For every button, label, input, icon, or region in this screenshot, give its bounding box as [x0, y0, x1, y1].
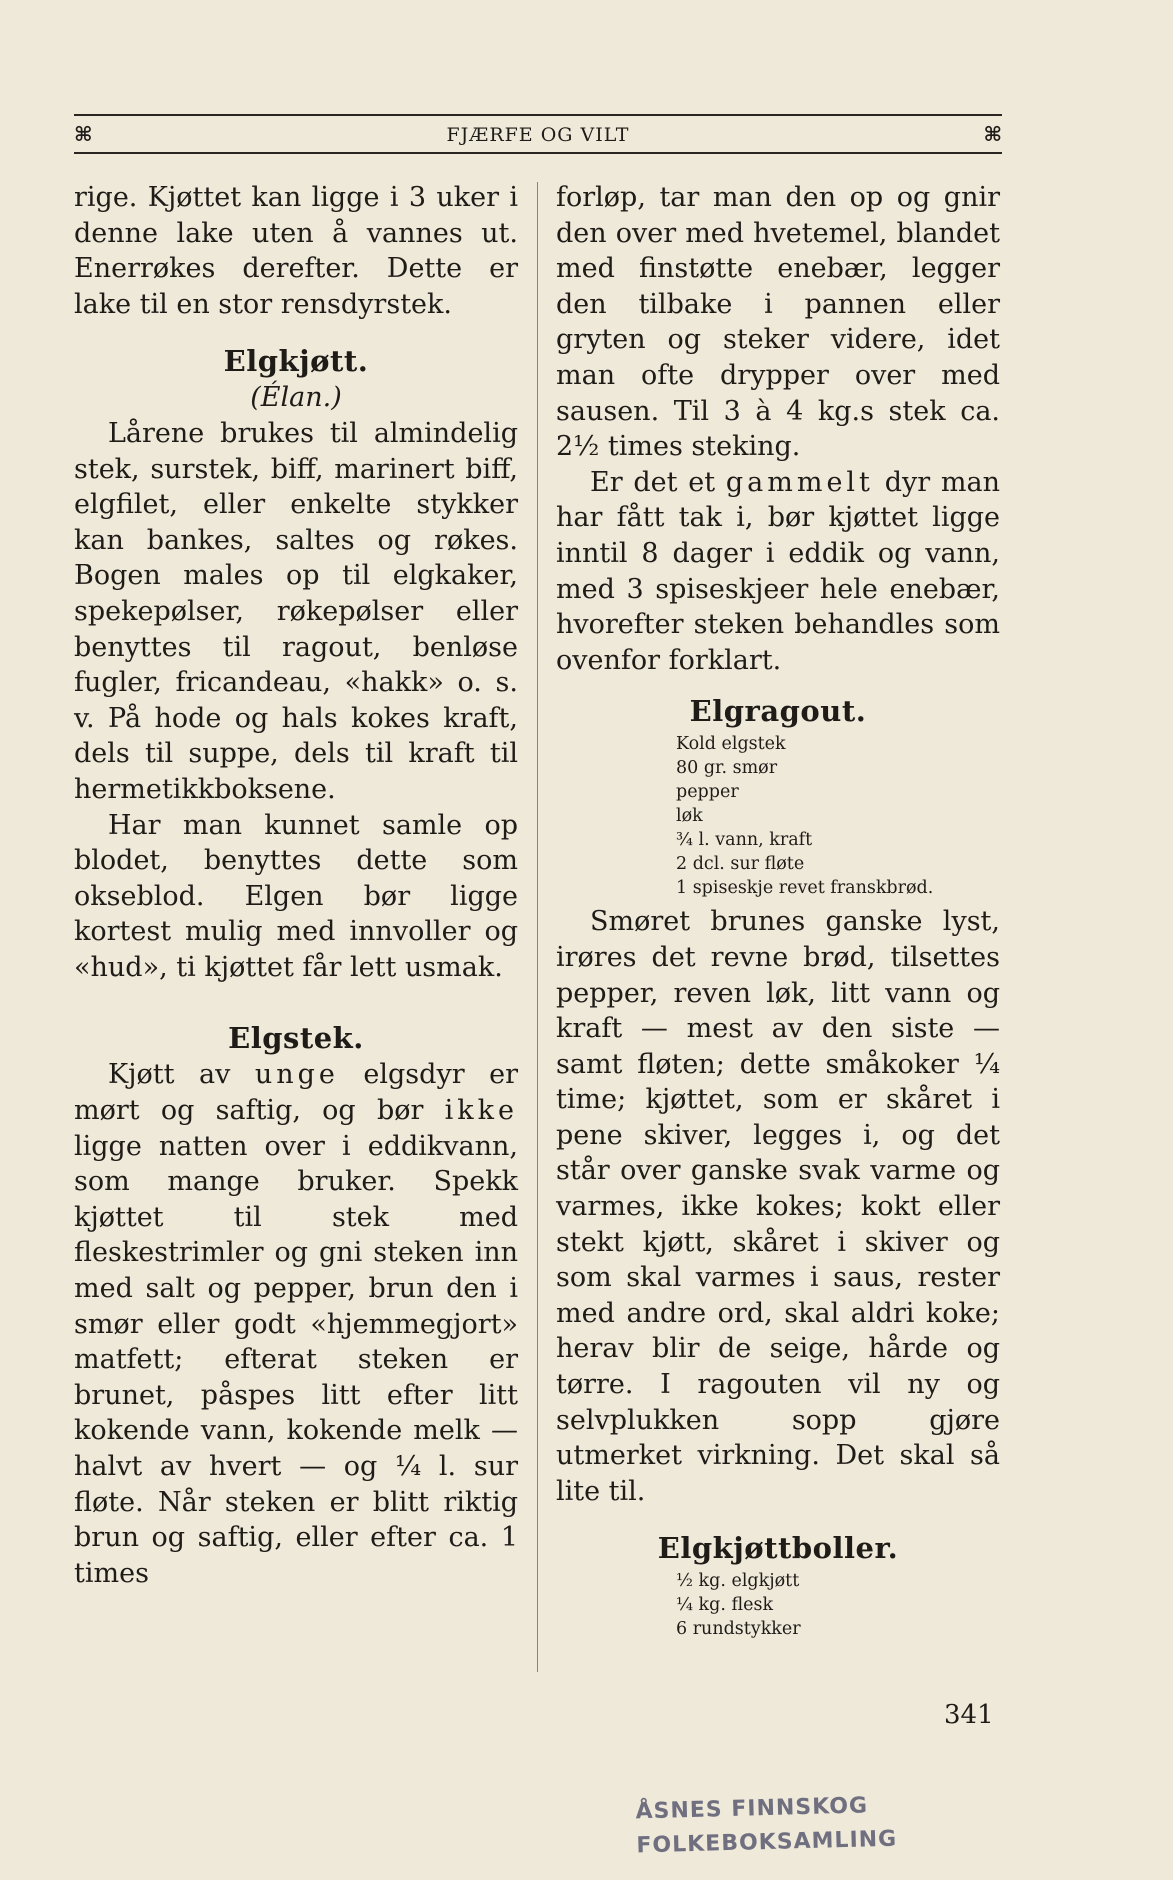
left-column	[74, 180, 518, 1591]
ornament-right-icon: ⌘	[983, 122, 1002, 146]
subheading-elan: (Élan.)	[250, 382, 342, 414]
intro-paragraph: rige. Kjøttet kan ligge i 3 uker i denne lake uten å vannes ut. Enerrøkes derefter. Dette er lake til en stor rensdyrstek.	[74, 182, 518, 320]
elgkjott-paragraph-2: Har man kunnet samle op blodet, benyttes dette som okseblod. Elgen bør ligge kortest mulig med innvoller og «hud», ti kjøttet får lett usmak.	[74, 809, 518, 983]
heading-elgkjott: Elgkjøtt.	[223, 344, 369, 379]
ingredient-item: pepper	[676, 782, 739, 803]
old-animal-paragraph: Er det et gammelt dyr man har fått tak i, bør kjøttet ligge inntil 8 dager i eddik og vann, med 3 spiseskjeer hele enebær, hvorefter steken behandles som ovenfor forklart.	[556, 466, 1000, 676]
stamp-line-1: ÅSNES FINNSKOG	[635, 1793, 869, 1825]
running-header	[74, 114, 1002, 154]
page-number: 341	[944, 1700, 994, 1730]
ingredient-item: 2 dcl. sur fløte	[676, 854, 805, 875]
ingredient-item: 1 spiseskje revet franskbrød.	[676, 878, 934, 899]
elgragout-paragraph: Smøret brunes ganske lyst, irøres det revne brød, tilsettes pepper, reven løk, litt vann og kraft — mest av den siste — samt fløten; dette småkoker ¼ time; kjøttet, som er skåret i pene skiver, legges i, og det står over ganske svak varme og varmes, ikke kokes; kokt eller stekt kjøtt, skåret i skiver og som skal varmes i saus, rester med andre ord, skal aldri koke; herav blir de seige, hårde og tørre. I ragouten vil ny og selvplukken sopp gjøre utmerket virkning. Det skal så lite til.	[556, 906, 1000, 1507]
ingredient-item: Kold elgstek	[676, 734, 786, 755]
heading-elgstek: Elgstek.	[228, 1021, 364, 1056]
ingredient-item: ¾ l. vann, kraft	[676, 830, 813, 851]
column-divider	[537, 182, 538, 1672]
library-stamp	[635, 1789, 897, 1864]
elgstek-paragraph: Kjøtt av unge elgsdyr er mørt og saftig, og bør ikke ligge natten over i eddikvann, som mange bruker. Spekk kjøttet til stek med fleskestrimler og gni steken inn med salt og pepper, brun den i smør eller godt «hjemmegjort» matfett; efterat steken er brunet, påspes litt efter litt kokende vann, kokende melk — halvt av hvert — og ¼ l. sur fløte. Når steken er blitt riktig brun og saftig, eller efter ca. 1 times	[74, 1059, 518, 1589]
right-column	[556, 180, 1000, 1645]
elgragout-ingredient-list	[676, 732, 1000, 900]
heading-elgkjottboller: Elgkjøttboller.	[657, 1531, 899, 1566]
stamp-line-2: FOLKEBOKSAMLING	[636, 1826, 898, 1859]
elgkjott-paragraph-1: Lårene brukes til almindelig stek, surstek, biff, marinert biff, elgfilet, eller enkelte stykker kan bankes, saltes og røkes. Bogen males op til elgkaker, spekepølser, røkepølser eller benyttes til ragout, benløse fugler, fricandeau, «hakk» o. s. v. På hode og hals kokes kraft, dels til suppe, dels til kraft til hermetikkboksene.	[74, 417, 518, 805]
ingredient-item: 80 gr. smør	[676, 758, 778, 779]
heading-elgragout: Elgragout.	[689, 694, 867, 729]
continuation-paragraph: forløp, tar man den op og gnir den over med hvetemel, blandet med finstøtte enebær, legger den tilbake i pannen eller gryten og steker videre, idet man ofte drypper over med sausen. Til 3 à 4 kg.s stek ca. 2½ times steking.	[556, 182, 1000, 463]
header-title: FJÆRFE OG VILT	[446, 124, 630, 146]
ingredient-item: 6 rundstykker	[676, 1619, 801, 1640]
elgkjottboller-ingredient-list	[676, 1569, 1000, 1641]
ingredient-item: ½ kg. elgkjøtt	[676, 1571, 800, 1592]
ornament-left-icon: ⌘	[74, 122, 93, 146]
ingredient-item: ¼ kg. flesk	[676, 1595, 774, 1616]
ingredient-item: løk	[676, 806, 703, 827]
